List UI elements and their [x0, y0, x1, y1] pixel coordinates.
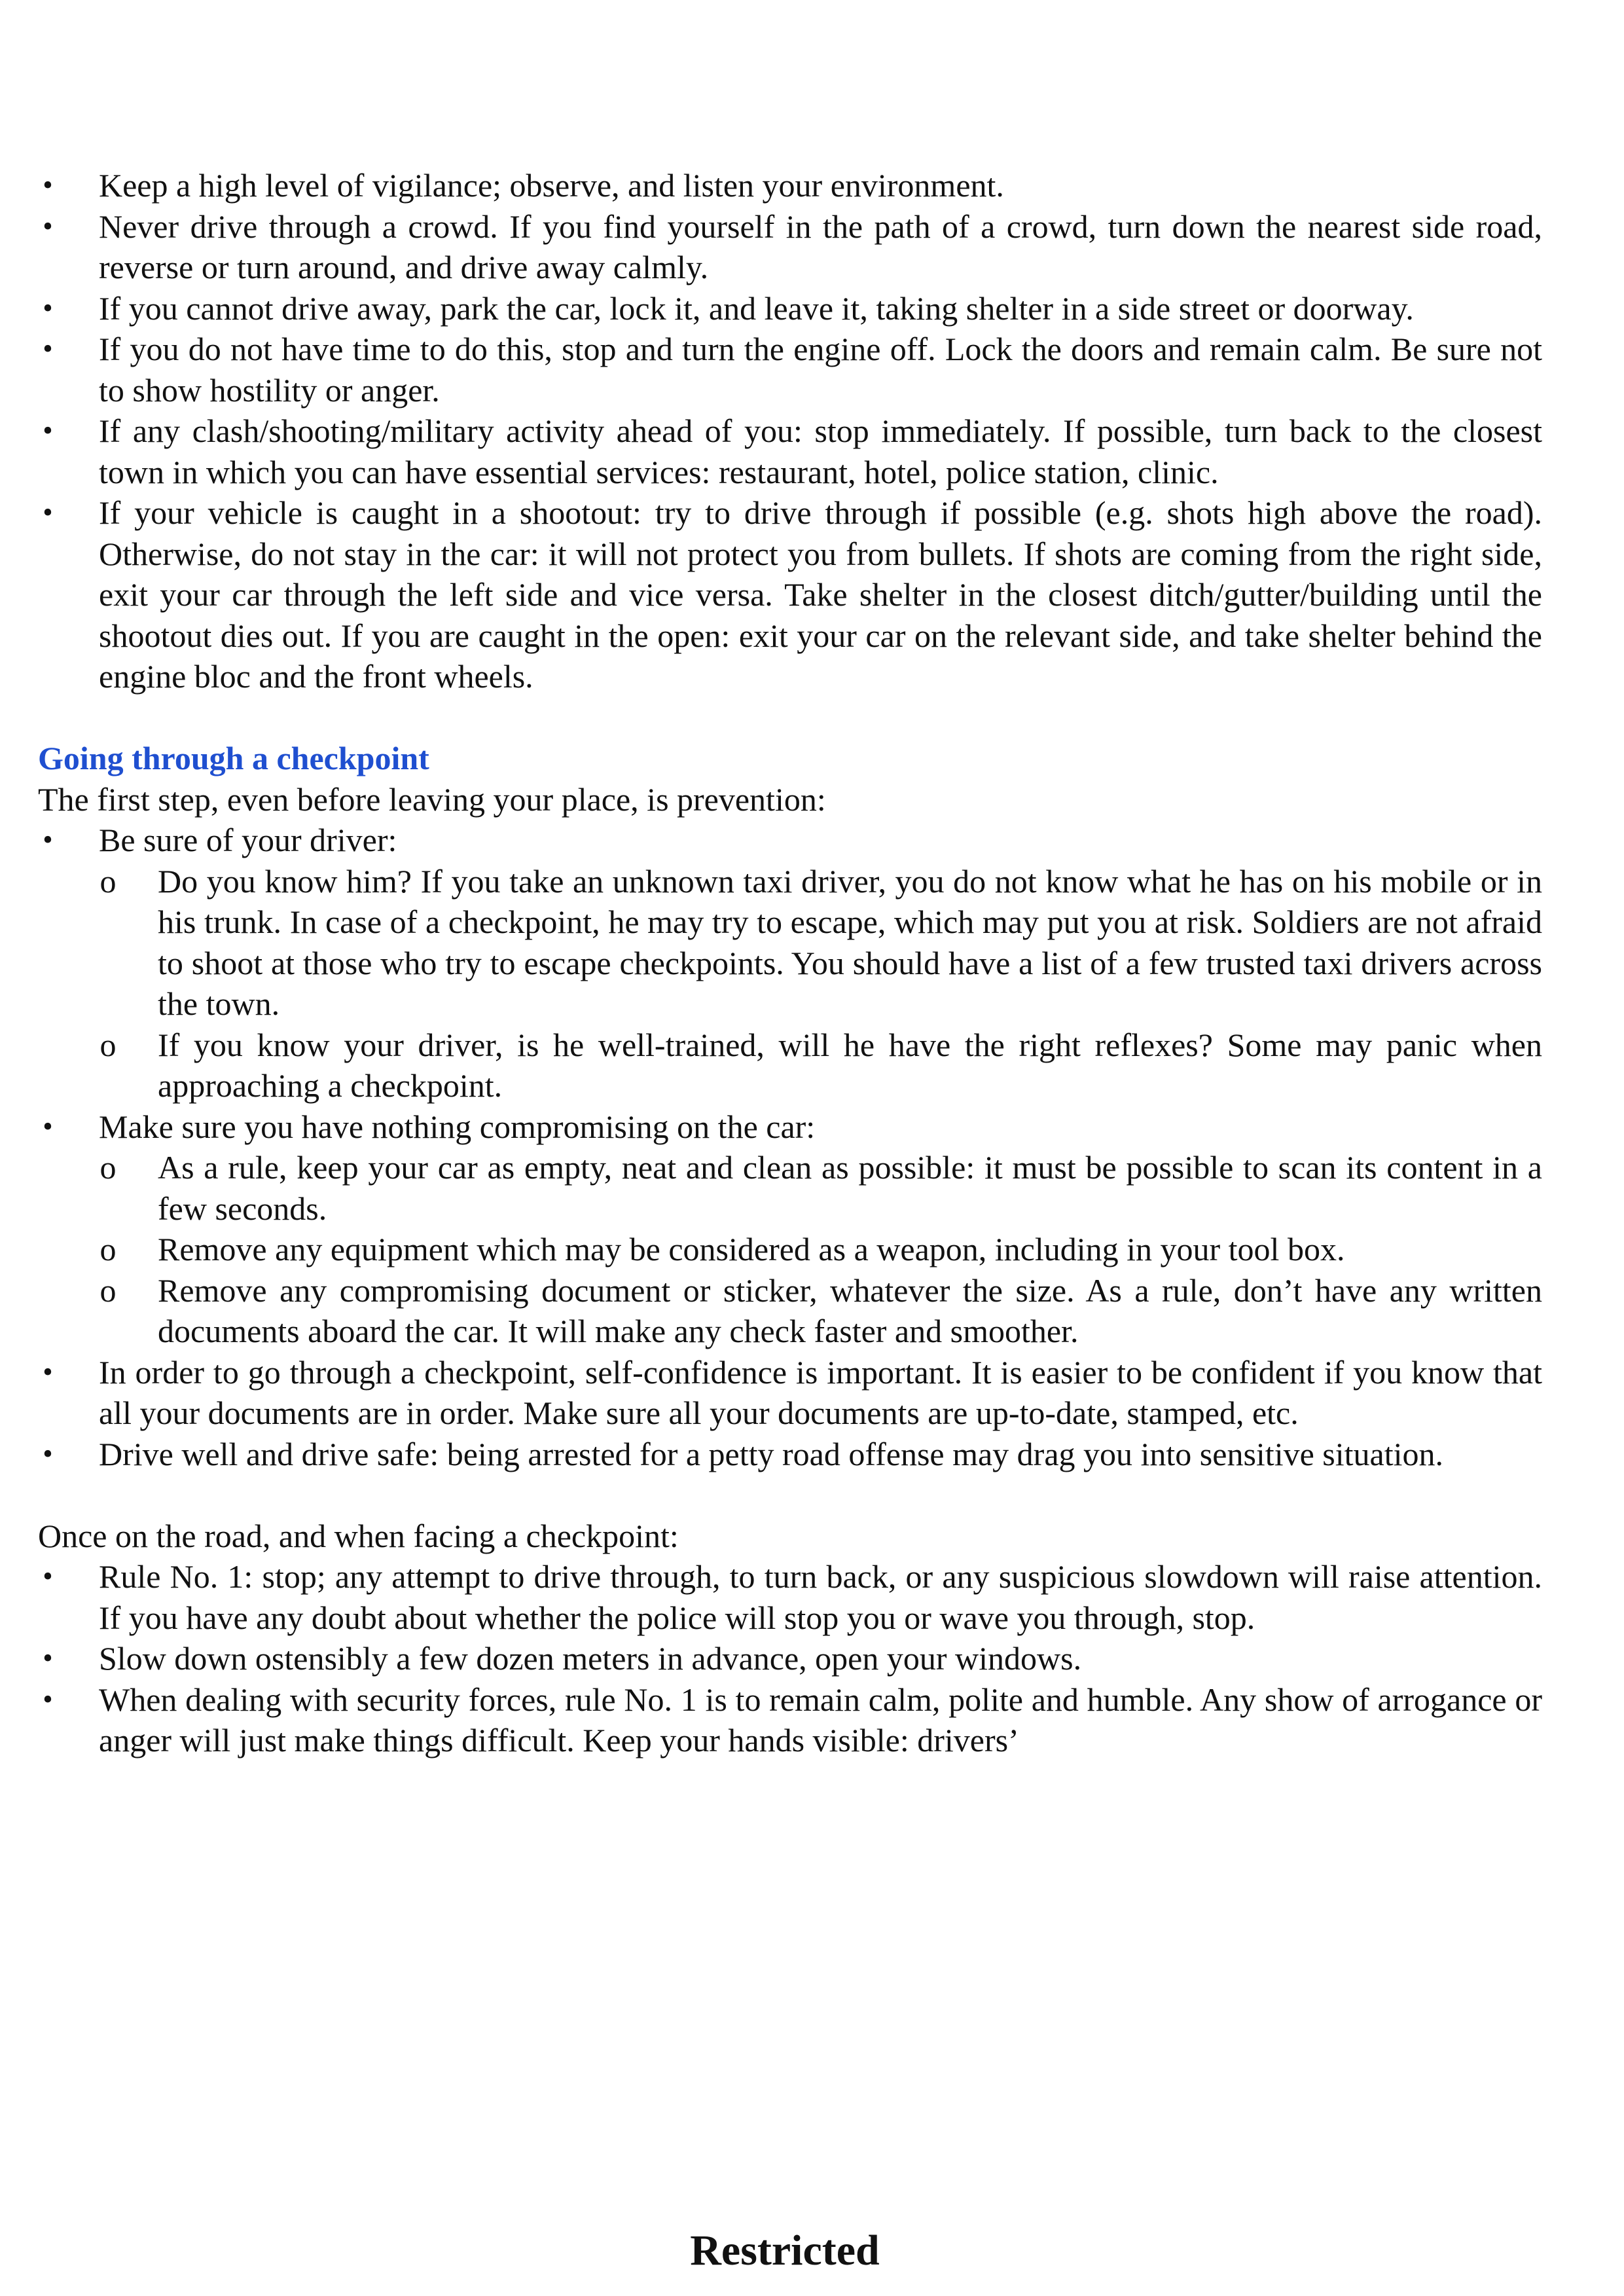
bullet-item: • If your vehicle is caught in a shootout: try to drive through if possible (e.g. shots high above the road). Otherwise, do not stay in the car: it will not protect you from bullets. If shots are coming from the right side, exit your car through the left side and vice versa. Take shelter in the closest ditch/gutter/building until the shootout dies out. If you are caught in the open: exit your car on the relevant side, and take shelter behind the engine bloc and the front wheels. [38, 492, 1542, 697]
bullet-text: Be sure of your driver: [99, 822, 397, 858]
bullet-item: • If you cannot drive away, park the car, lock it, and leave it, taking shelter in a side street or doorway. [38, 288, 1542, 329]
bullet-item: • Never drive through a crowd. If you find yourself in the path of a crowd, turn down the nearest side road, reverse or turn around, and drive away calmly. [38, 206, 1542, 288]
bullet-item [38, 1106, 1542, 1352]
bullet-item: • If you do not have time to do this, stop and turn the engine off. Lock the doors and remain calm. Be sure not to show hostility or anger. [38, 329, 1542, 410]
sub-bullet-item: o Remove any compromising document or sticker, whatever the size. As a rule, don’t have any written documents aboard the car. It will make any check faster and smoother. [38, 1270, 1542, 1352]
bullet-item: • Drive well and drive safe: being arrested for a petty road offense may drag you into sensitive situation. [38, 1434, 1542, 1475]
section-heading: Going through a checkpoint [38, 740, 429, 776]
bullet-item: • Keep a high level of vigilance; observe, and listen your environment. [38, 165, 1542, 206]
bullet-item: • In order to go through a checkpoint, self-confidence is important. It is easier to be confident if you know that all your documents are in order. Make sure all your documents are up-to-date, stamped, etc. [38, 1352, 1542, 1434]
sub-bullet-item: o As a rule, keep your car as empty, neat and clean as possible: it must be possible to scan its content in a few seconds. [38, 1147, 1542, 1229]
bullet-item: • When dealing with security forces, rule No. 1 is to remain calm, polite and humble. Any show of arrogance or anger will just make things difficult. Keep your hands visible: drivers’ [38, 1679, 1542, 1761]
sub-bullets [38, 861, 1542, 1106]
bullet-item: • If any clash/shooting/military activity ahead of you: stop immediately. If possible, turn back to the closest town in which you can have essential services: restaurant, hotel, police station, clinic. [38, 410, 1542, 492]
section-intro: The first step, even before leaving your place, is prevention: [38, 780, 826, 818]
sub-bullet-item: o Do you know him? If you take an unknown taxi driver, you do not know what he has on his mobile or in his trunk. In case of a checkpoint, he may try to escape, which may put you at risk. Soldiers are not afraid to shoot at those who try to escape checkpoints. You should have a list of a few trusted taxi drivers across the town. [38, 861, 1542, 1025]
bullet-item [38, 820, 1542, 1106]
on-road-intro: Once on the road, and when facing a checkpoint: [38, 1517, 679, 1554]
bullet-item: • Rule No. 1: stop; any attempt to drive through, to turn back, or any suspicious slowdown will raise attention. If you have any doubt about whether the police will stop you or wave you through, stop. [38, 1556, 1542, 1638]
sub-bullet-item: o Remove any equipment which may be considered as a weapon, including in your tool box. [38, 1229, 1542, 1270]
on-road-bullets [38, 1556, 1542, 1761]
sub-bullets [38, 1147, 1542, 1352]
classification-footer: Restricted [690, 2227, 880, 2274]
driving-safety-bullets [38, 165, 1542, 697]
spacer [38, 1474, 1542, 1516]
page-content [38, 165, 1542, 1761]
sub-bullet-item: o If you know your driver, is he well-trained, will he have the right reflexes? Some may panic when approaching a checkpoint. [38, 1025, 1542, 1106]
bullet-text: Make sure you have nothing compromising on the car: [99, 1108, 816, 1145]
prevention-bullets [38, 820, 1542, 1474]
spacer [38, 697, 1542, 738]
bullet-item: • Slow down ostensibly a few dozen meters in advance, open your windows. [38, 1638, 1542, 1679]
